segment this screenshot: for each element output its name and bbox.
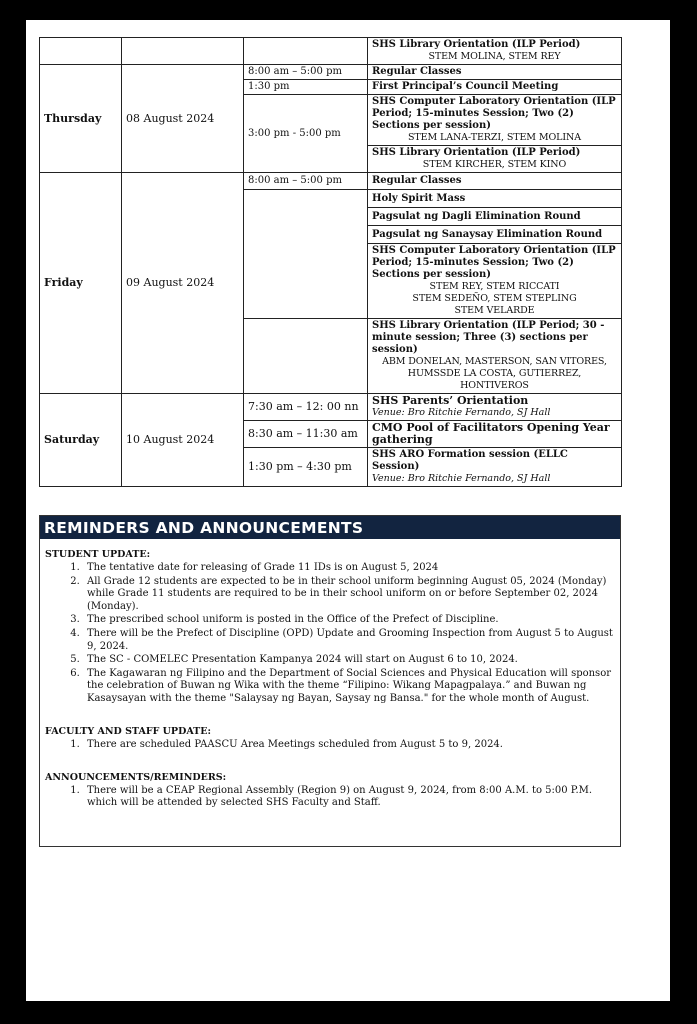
date-cell: 10 August 2024 <box>122 394 244 487</box>
list-item: 6. The Kagawaran ng Filipino and the Department of Social Sciences and Physical Education will sponsor the celebration of Buwan ng Wika with the theme “Filipino: Wikang Mapagpalaya.” and Buwan ng Kasaysayan with the theme "Salaysay ng Bayan, Saysay ng Bansa." for the whole month of August. <box>83 668 614 705</box>
time-cell: 1:30 pm <box>244 80 368 95</box>
day-cell: Thursday <box>40 65 122 173</box>
event-cell: SHS Computer Laboratory Orientation (ILP Period; 15-minutes Session; Two (2) Sections per session) STEM REY, STEM RICCATI STEM SEDEÑO, STEM STEPLING STEM VELARDE <box>368 244 622 319</box>
table-row <box>40 394 622 421</box>
date-cell: 08 August 2024 <box>122 65 244 173</box>
table-row <box>40 38 622 65</box>
table-row <box>40 65 622 80</box>
event-cell: SHS Library Orientation (ILP Period) STEM MOLINA, STEM REY <box>368 38 622 65</box>
reminders-banner: REMINDERS AND ANNOUNCEMENTS <box>40 516 620 539</box>
list-item: 4. There will be the Prefect of Discipline (OPD) Update and Grooming Inspection from August 5 to August 9, 2024. <box>83 628 614 653</box>
event-cell: Holy Spirit Mass <box>368 190 622 208</box>
time-cell: 8:00 am – 5:00 pm <box>244 173 368 190</box>
list-item: 1. There will be a CEAP Regional Assembly (Region 9) on August 9, 2024, from 8:00 A.M. to 5:00 P.M. which will be attended by selected SHS Faculty and Staff. <box>83 785 614 810</box>
event-cell: SHS Library Orientation (ILP Period; 30 - minute session; Three (3) sections per session) ABM DONELAN, MASTERSON, SAN VITORES, HUMSSDE LA COSTA, GUTIERREZ, HONTIVEROS <box>368 319 622 394</box>
event-cell: SHS Computer Laboratory Orientation (ILP Period; 15-minutes Session; Two (2) Sections per session) STEM LANA-TERZI, STEM MOLINA <box>368 95 622 146</box>
time-cell: 8:00 am – 5:00 pm <box>244 65 368 80</box>
reminders-box <box>39 515 621 847</box>
table-row <box>40 173 622 190</box>
list-item: 5. The SC - COMELEC Presentation Kampanya 2024 will start on August 6 to 10, 2024. <box>83 654 614 666</box>
event-cell: Pagsulat ng Sanaysay Elimination Round <box>368 226 622 244</box>
reminders-content <box>40 539 620 810</box>
list-item: 3. The prescribed school uniform is posted in the Office of the Prefect of Discipline. <box>83 614 614 626</box>
list-item: 1. The tentative date for releasing of Grade 11 IDs is on August 5, 2024 <box>83 562 614 574</box>
time-cell: 7:30 am – 12: 00 nn <box>244 394 368 421</box>
event-cell: Regular Classes <box>368 65 622 80</box>
section-heading: STUDENT UPDATE: <box>45 549 151 560</box>
date-cell: 09 August 2024 <box>122 173 244 394</box>
time-cell <box>244 190 368 319</box>
event-cell: Regular Classes <box>368 173 622 190</box>
time-cell: 3:00 pm - 5:00 pm <box>244 95 368 173</box>
announcements-list <box>45 785 614 810</box>
faculty-update-list <box>45 739 614 751</box>
event-cell: SHS ARO Formation session (ELLC Session) Venue: Bro Ritchie Fernando, SJ Hall <box>368 448 622 487</box>
schedule-table <box>39 37 622 487</box>
event-cell: First Principal’s Council Meeting <box>368 80 622 95</box>
event-cell: CMO Pool of Facilitators Opening Year gathering <box>368 421 622 448</box>
time-cell: 1:30 pm – 4:30 pm <box>244 448 368 487</box>
time-cell: 8:30 am – 11:30 am <box>244 421 368 448</box>
section-heading: FACULTY AND STAFF UPDATE: <box>45 725 211 737</box>
event-cell: SHS Library Orientation (ILP Period) STEM KIRCHER, STEM KINO <box>368 146 622 173</box>
time-cell <box>244 319 368 394</box>
section-heading: ANNOUNCEMENTS/REMINDERS: <box>45 771 227 783</box>
list-item: 2. All Grade 12 students are expected to be in their school uniform beginning August 05, 2024 (Monday) while Grade 11 students are required to be in their school uniform on or before September 02, 2024 (Monday). <box>83 576 614 613</box>
list-item: 1. There are scheduled PAASCU Area Meetings scheduled from August 5 to 9, 2024. <box>83 739 614 751</box>
day-cell: Saturday <box>40 394 122 487</box>
student-update-list <box>45 562 614 705</box>
event-cell: Pagsulat ng Dagli Elimination Round <box>368 208 622 226</box>
event-cell: SHS Parents’ Orientation Venue: Bro Ritchie Fernando, SJ Hall <box>368 394 622 421</box>
day-cell: Friday <box>40 173 122 394</box>
